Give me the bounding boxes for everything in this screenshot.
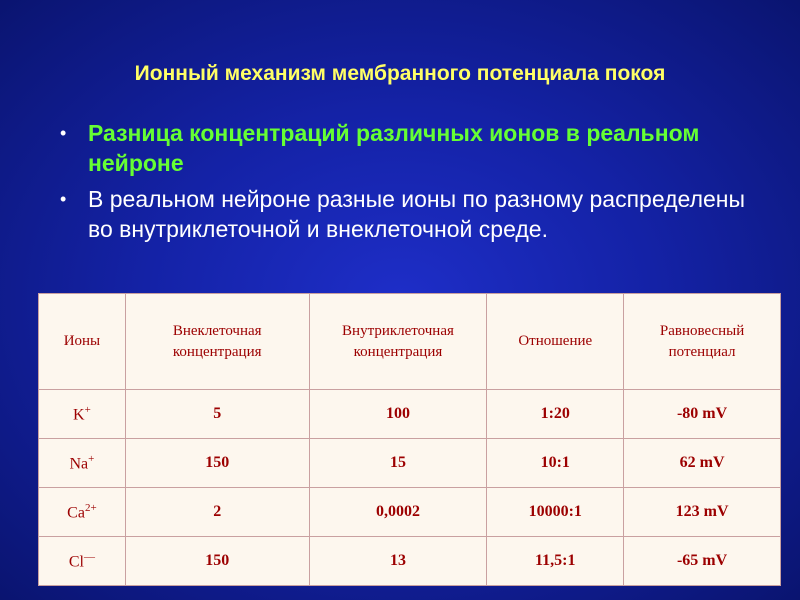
cell-ratio: 1:20 [487, 390, 624, 439]
cell-extra: 5 [125, 390, 309, 439]
table-row [39, 439, 781, 488]
cell-ratio: 11,5:1 [487, 537, 624, 586]
table-row [39, 537, 781, 586]
cell-potential: 123 mV [624, 488, 781, 537]
cell-intra: 100 [309, 390, 487, 439]
cell-extra: 150 [125, 439, 309, 488]
cell-potential: -80 mV [624, 390, 781, 439]
cell-extra: 2 [125, 488, 309, 537]
cell-ion: Na+ [39, 439, 126, 488]
cell-ion: $Ca^{2+}$ [39, 488, 126, 537]
table-row [39, 390, 781, 439]
cell-intra: 13 [309, 537, 487, 586]
cell-intra: 0,0002 [309, 488, 487, 537]
cell-extra: 150 [125, 537, 309, 586]
bullet-dot-icon: • [60, 189, 67, 209]
table-header-row [39, 294, 781, 390]
header-extracellular: Внеклеточная концентрация [125, 294, 309, 390]
bullet-text: В реальном нейроне разные ионы по разному распределены во внутриклеточной и внеклеточной среде. [88, 186, 746, 242]
bullet-list [52, 118, 752, 250]
header-intracellular: Внутриклеточная концентрация [309, 294, 487, 390]
bullet-item [52, 184, 752, 244]
header-ions: Ионы [39, 294, 126, 390]
cell-intra: 15 [309, 439, 487, 488]
cell-ratio: 10000:1 [487, 488, 624, 537]
ion-concentration-table [38, 293, 781, 586]
bullet-item [52, 118, 752, 178]
header-potential: Равновесный потенциал [624, 294, 781, 390]
bullet-dot-icon: • [60, 123, 67, 143]
slide-title: Ионный механизм мембранного потенциала покоя [134, 62, 666, 85]
cell-potential: -65 mV [624, 537, 781, 586]
header-ratio: Отношение [487, 294, 624, 390]
cell-ratio: 10:1 [487, 439, 624, 488]
cell-ion: K+ [39, 390, 126, 439]
bullet-text-highlight: Разница концентраций различных ионов в реальном нейроне [88, 120, 700, 176]
cell-potential: 62 mV [624, 439, 781, 488]
table-row [39, 488, 781, 537]
cell-ion: Cl— [39, 537, 126, 586]
